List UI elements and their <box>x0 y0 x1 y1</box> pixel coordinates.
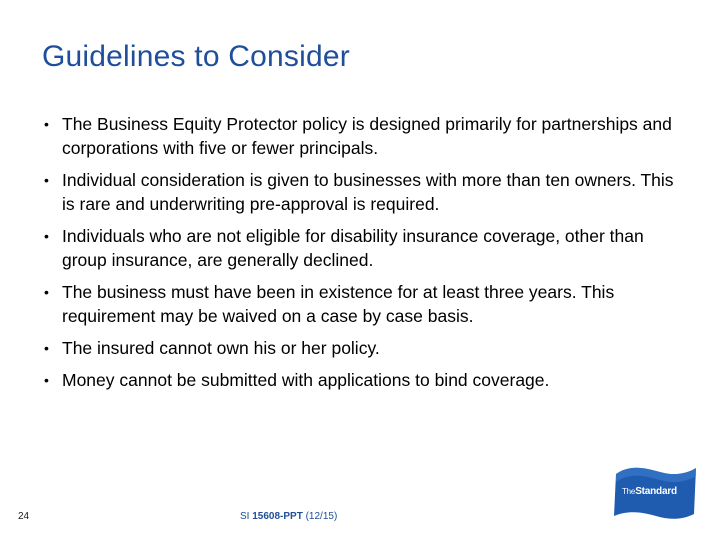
bullet-dot: • <box>44 228 49 244</box>
bullet-text: Individual consideration is given to businesses with more than ten owners. This is rare and underwriting pre-approval is required. <box>62 170 674 214</box>
bullet-dot: • <box>44 372 49 388</box>
bullet-dot: • <box>44 116 49 132</box>
page-number: 24 <box>18 511 30 522</box>
bullet-list <box>44 112 674 400</box>
logo-text-name: Standard <box>635 486 677 497</box>
document-code-prefix: SI <box>240 511 253 522</box>
bullet-item <box>44 224 674 272</box>
bullet-item <box>44 112 674 160</box>
bullet-text: Money cannot be submitted with applications to bind coverage. <box>62 370 550 390</box>
bullet-text: Individuals who are not eligible for disability insurance coverage, other than group insurance, are generally declined. <box>62 226 644 270</box>
document-code-number: 15608-PPT <box>252 511 303 522</box>
bullet-text: The insured cannot own his or her policy. <box>62 338 380 358</box>
logo-wordmark <box>622 486 677 497</box>
bullet-dot: • <box>44 340 49 356</box>
bullet-dot: • <box>44 172 49 188</box>
logo-text-the: The <box>622 487 636 496</box>
bullet-item <box>44 280 674 328</box>
bullet-item <box>44 336 674 360</box>
bullet-item <box>44 368 674 392</box>
bullet-text: The business must have been in existence for at least three years. This requirement may be waived on a case by case basis. <box>62 282 615 326</box>
slide-title: Guidelines to Consider <box>42 40 350 73</box>
document-code <box>240 511 337 522</box>
bullet-item <box>44 168 674 216</box>
bullet-dot: • <box>44 284 49 300</box>
bullet-text: The Business Equity Protector policy is designed primarily for partnerships and corporations with five or fewer principals. <box>62 114 672 158</box>
document-code-suffix: (12/15) <box>302 511 338 522</box>
